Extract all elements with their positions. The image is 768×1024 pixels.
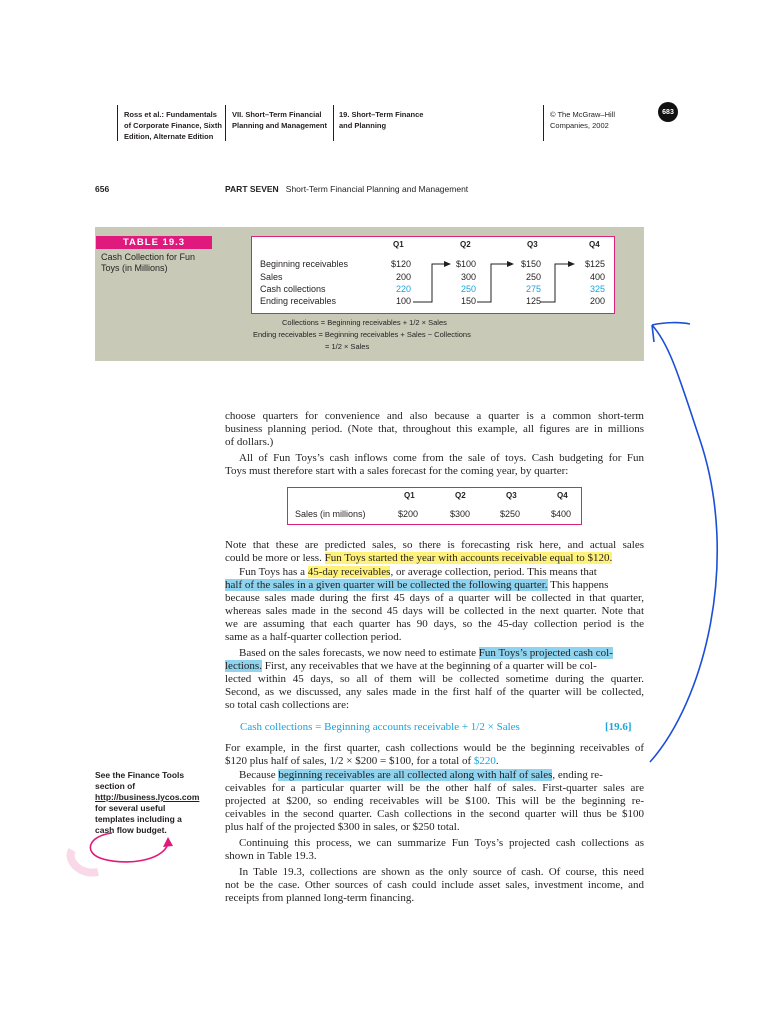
header-copyright-line: © The McGraw–Hill [550,110,615,119]
body-line: not be the case. Other sources of cash could include asset sales, investment income, and [225,879,644,891]
table-label: TABLE 19.3 [96,236,212,249]
table-cell: 200 [395,272,411,282]
formula-ending-2: = 1/2 × Sales [325,342,370,351]
sales-cell: $300 [450,509,471,519]
formula-ending: Ending receivables = Beginning receivables + Sales − Collections [253,330,471,339]
equation-19-6: Cash collections = Beginning accounts receivable + 1/2 × Sales [240,721,520,733]
col-header-q4: Q4 [589,240,600,249]
body-text: This happens [547,579,609,591]
pink-arrowhead-icon [163,837,173,847]
body-text: First, any receivables that we have at the beginning of a quarter will be col- [261,660,597,672]
pdf-page-badge: 683 [658,102,678,122]
body-text: , ending re- [552,769,603,781]
formula-collections: Collections = Beginning receivables + 1/2 × Sales [282,318,447,327]
highlight-blue: lections. [225,660,262,672]
part-label: PART SEVEN [225,184,279,194]
table-cell: 250 [460,284,476,294]
sidebar-line: for several useful [95,803,166,813]
body-line: In Table 19.3, collections are shown as the only source of cash. Of course, this need [239,866,644,878]
sales-cell: $200 [398,509,419,519]
header-chapter-line: 19. Short–Term Finance [339,110,424,119]
row-label-beginning: Beginning receivables [260,259,349,269]
sales-col-q4: Q4 [557,491,568,500]
body-line: plus half of the projected $300 in sales, or $250 total. [225,821,460,833]
table-caption-line: Cash Collection for Fun [101,252,196,262]
body-text: Fun Toys has a [239,566,308,578]
body-text: , or average collection, period. This means that [390,566,597,578]
sales-cell: $400 [551,509,572,519]
part-title: Short-Term Financial Planning and Management [285,184,469,194]
body-line: ceivables in the second quarter. Cash collections in the second quarter will thus be $100 [225,808,644,820]
table-cell: 300 [460,272,476,282]
body-text: $120 plus half of sales, 1/2 × $200 = $100, for a total of [225,755,474,767]
table-cell: 200 [589,296,605,306]
total-220: $220 [473,755,496,767]
header-part-line: VII. Short–Term Financial [232,110,322,119]
highlight-yellow: 45-day receivables [307,566,391,578]
header-book-line: Edition, Alternate Edition [124,132,214,141]
body-line: because sales made during the first 45 days of a quarter will be collected in that quarter, [225,592,644,604]
body-text: Because [239,769,279,781]
body-line: ceivables for a particular quarter will be the other half of sales. First-quarter sales are [225,782,644,794]
blue-annotation-arrow [650,323,717,762]
table-cell: 275 [525,284,541,294]
body-text: Based on the sales forecasts, we now need to estimate [239,647,479,659]
sidebar-line: See the Finance Tools [95,770,185,780]
body-line: Second, as we discussed, any sales made in the first half of the quarter will be collected, [225,686,644,698]
row-label-ending: Ending receivables [260,296,337,306]
finance-tools-link[interactable]: http://business.lycos.com [95,792,200,802]
body-line: For example, in the first quarter, cash collections would be the beginning receivables of [225,742,644,754]
table-cell: 325 [589,284,605,294]
sales-col-q1: Q1 [404,491,415,500]
table-cell: $120 [390,259,411,269]
table-cell: 220 [395,284,411,294]
body-line: whereas sales made in the second 45 days will be collected in the next quarter. Note that [225,605,644,617]
sidebar-line: cash flow budget. [95,825,167,835]
body-line: of dollars.) [225,436,274,448]
body-line: Continuing this process, we can summarize Fun Toys’s projected cash collections as [239,837,644,849]
header-book-line: of Corporate Finance, Sixth [124,121,222,130]
table-caption-line: Toys (in Millions) [101,263,168,273]
pink-annotation-curve [90,833,168,862]
table-cell: 125 [525,296,541,306]
body-line: same as a half-quarter collection period. [225,631,402,643]
row-label-collections: Cash collections [260,284,326,294]
col-header-q2: Q2 [460,240,471,249]
body-line: Toys must therefore start with a sales forecast for the coming year, by quarter: [225,465,569,477]
highlight-blue: beginning receivables are all collected along with half of sales [278,769,553,781]
body-line: lected within 45 days, so all of them will be collected sometime during the quarter. [225,673,644,685]
body-text: could be more or less. [225,552,325,564]
body-line: business planning period. (Note that, throughout this example, all figures are in millions [225,423,644,435]
col-header-q3: Q3 [527,240,538,249]
highlight-blue: half of the sales in a given quarter will be collected the following quarter. [225,579,548,591]
sidebar-line: section of [95,781,136,791]
sales-row-label: Sales (in millions) [295,509,366,519]
body-line: All of Fun Toys’s cash inflows come from the sale of toys. Cash budgeting for Fun [239,452,644,464]
body-line: shown in Table 19.3. [225,850,317,862]
sales-col-q3: Q3 [506,491,517,500]
table-cell: $150 [520,259,541,269]
highlight-yellow: Fun Toys started the year with accounts receivable equal to $120. [324,552,613,564]
header-chapter-line: and Planning [339,121,387,130]
header-book-line: Ross et al.: Fundamentals [124,110,217,119]
body-text: . [495,755,499,767]
body-line: Note that these are predicted sales, so there is forecasting risk here, and actual sales [225,539,644,551]
body-line: choose quarters for convenience and also because a quarter is a common short-term [225,410,644,422]
page-number: 656 [95,184,110,194]
row-label-sales: Sales [260,272,283,282]
body-line: projected at $200, so ending receivables will be $100. This will be the beginning re- [225,795,644,807]
table-cell: 150 [460,296,476,306]
body-line: receipts from planned long-term financing. [225,892,415,904]
body-line: so total cash collections are: [225,699,350,711]
table-cell: $100 [455,259,476,269]
table-cell: 400 [589,272,605,282]
header-copyright-line: Companies, 2002 [550,121,609,130]
table-cell: 250 [525,272,541,282]
sidebar-line: templates including a [95,814,182,824]
body-line: we are assuming that each quarter has 90 days, so the 45-day collection period is the [225,618,644,630]
table-cell: 100 [395,296,411,306]
sales-cell: $250 [500,509,521,519]
equation-number: [19.6] [605,721,632,733]
table-cell: $125 [584,259,605,269]
col-header-q1: Q1 [393,240,404,249]
header-part-line: Planning and Management [232,121,328,130]
sales-col-q2: Q2 [455,491,466,500]
highlight-blue: Fun Toys’s projected cash col- [478,647,613,659]
